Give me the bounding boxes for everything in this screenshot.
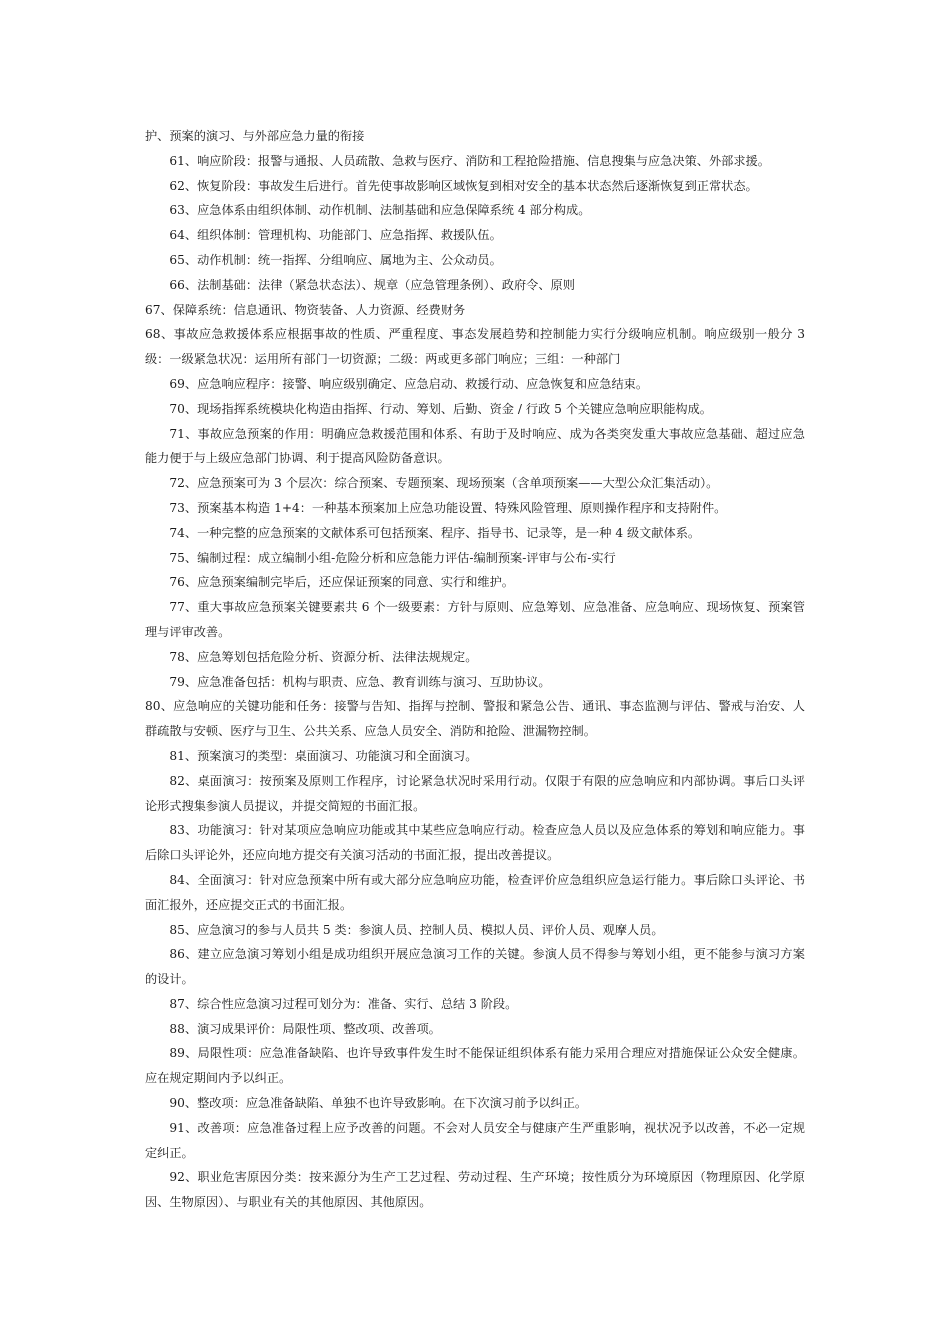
paragraph-item: 75、编制过程：成立编制小组-危险分析和应急能力评估-编制预案-评审与公布-实行 — [169, 550, 616, 565]
paragraph-item: 92、职业危害原因分类：按来源分为生产工艺过程、劳动过程、生产环境；按性质分为环境原因（物理原因、化学原因、生物原因）、与职业有关的其他原因、其他原因。 — [145, 1170, 805, 1210]
paragraph-item: 62、恢复阶段：事故发生后进行。首先使事故影响区域恢复到相对安全的基本状态然后逐渐恢复到正常状态。 — [169, 178, 758, 193]
document-body — [145, 124, 805, 1215]
paragraph-item: 69、应急响应程序：接警、响应级别确定、应急启动、救援行动、应急恢复和应急结束。 — [169, 376, 649, 391]
paragraph-item: 87、综合性应急演习过程可划分为：准备、实行、总结 3 阶段。 — [169, 996, 518, 1011]
paragraph-item: 90、整改项：应急准备缺陷、单独不也许导致影响。在下次演习前予以纠正。 — [169, 1096, 588, 1111]
paragraph-item: 66、法制基础：法律（紧急状态法）、规章（应急管理条例）、政府令、原则 — [169, 277, 575, 292]
paragraph-item: 65、动作机制：统一指挥、分组响应、属地为主、公众动员。 — [169, 252, 502, 267]
paragraph-item: 67、保障系统：信息通讯、物资装备、人力资源、经费财务 — [145, 302, 466, 317]
paragraph-item: 74、一种完整的应急预案的文献体系可包括预案、程序、指导书、记录等，是一种 4 级文献体系。 — [169, 525, 701, 540]
paragraph-item: 68、事故应急救援体系应根据事故的性质、严重程度、事态发展趋势和控制能力实行分级响应机制。响应级别一般分 3 级：一级紧急状况：运用所有部门一切资源；二级：两或更多部门响应；三组：一种部门 — [145, 327, 805, 367]
paragraph-item: 81、预案演习的类型：桌面演习、功能演习和全面演习。 — [169, 748, 478, 763]
paragraph-item: 70、现场指挥系统模块化构造由指挥、行动、筹划、后勤、资金 / 行政 5 个关键应急响应职能构成。 — [169, 401, 712, 416]
paragraph-item: 84、全面演习：针对应急预案中所有或大部分应急响应功能，检查评价应急组织应急运行能力。事后除口头评论、书面汇报外，还应提交正式的书面汇报。 — [145, 872, 805, 912]
paragraph-item: 护、预案的演习、与外部应急力量的衔接 — [145, 129, 365, 143]
paragraph-item: 82、桌面演习：按预案及原则工作程序，讨论紧急状况时采用行动。仅限于有限的应急响应和内部协调。事后口头评论形式搜集参演人员提议，并提交简短的书面汇报。 — [145, 773, 805, 813]
paragraph-item: 73、预案基本构造 1+4：一种基本预案加上应急功能设置、特殊风险管理、原则操作程序和支持附件。 — [169, 500, 727, 515]
paragraph-item: 91、改善项：应急准备过程上应予改善的问题。不会对人员安全与健康产生严重影响，视状况予以改善，不必一定规定纠正。 — [145, 1120, 805, 1160]
paragraph-item: 63、应急体系由组织体制、动作机制、法制基础和应急保障系统 4 部分构成。 — [169, 203, 591, 218]
paragraph-item: 61、响应阶段：报警与通报、人员疏散、急救与医疗、消防和工程抢险措施、信息搜集与应急决策、外部求援。 — [169, 153, 770, 168]
paragraph-item: 85、应急演习的参与人员共 5 类：参演人员、控制人员、模拟人员、评价人员、观摩人员。 — [169, 922, 664, 937]
paragraph-item: 71、事故应急预案的作用：明确应急救援范围和体系、有助于及时响应、成为各类突发重大事故应急基础、超过应急能力便于与上级应急部门协调、利于提高风险防备意识。 — [145, 426, 805, 466]
paragraph-item: 64、组织体制：管理机构、功能部门、应急指挥、救援队伍。 — [169, 228, 502, 243]
paragraph-item: 89、局限性项：应急准备缺陷、也许导致事件发生时不能保证组织体系有能力采用合理应对措施保证公众安全健康。应在规定期间内予以纠正。 — [145, 1046, 805, 1086]
paragraph-item: 79、应急准备包括：机构与职责、应急、教育训练与演习、互助协议。 — [169, 674, 551, 689]
paragraph-item: 83、功能演习：针对某项应急响应功能或其中某些应急响应行动。检查应急人员以及应急体系的筹划和响应能力。事后除口头评论外，还应向地方提交有关演习活动的书面汇报，提出改善提议。 — [145, 823, 805, 863]
paragraph-item: 78、应急筹划包括危险分析、资源分析、法律法规规定。 — [169, 649, 478, 664]
paragraph-item: 77、重大事故应急预案关键要素共 6 个一级要素：方针与原则、应急筹划、应急准备、应急响应、现场恢复、预案管理与评审改善。 — [145, 600, 805, 639]
paragraph-item: 72、应急预案可为 3 个层次：综合预案、专题预案、现场预案（含单项预案——大型公众汇集活动）。 — [169, 476, 719, 491]
paragraph-item: 88、演习成果评价：局限性项、整改项、改善项。 — [169, 1021, 441, 1036]
paragraph-item: 76、应急预案编制完毕后，还应保证预案的同意、实行和维护。 — [169, 575, 514, 590]
paragraph-item: 80、应急响应的关键功能和任务：接警与告知、指挥与控制、警报和紧急公告、通讯、事态监测与评估、警戒与治安、人群疏散与安顿、医疗与卫生、公共关系、应急人员安全、消防和抢险、泄漏物控制。 — [145, 699, 805, 739]
paragraph-item: 86、建立应急演习筹划小组是成功组织开展应急演习工作的关键。参演人员不得参与筹划小组，更不能参与演习方案的设计。 — [145, 947, 805, 987]
